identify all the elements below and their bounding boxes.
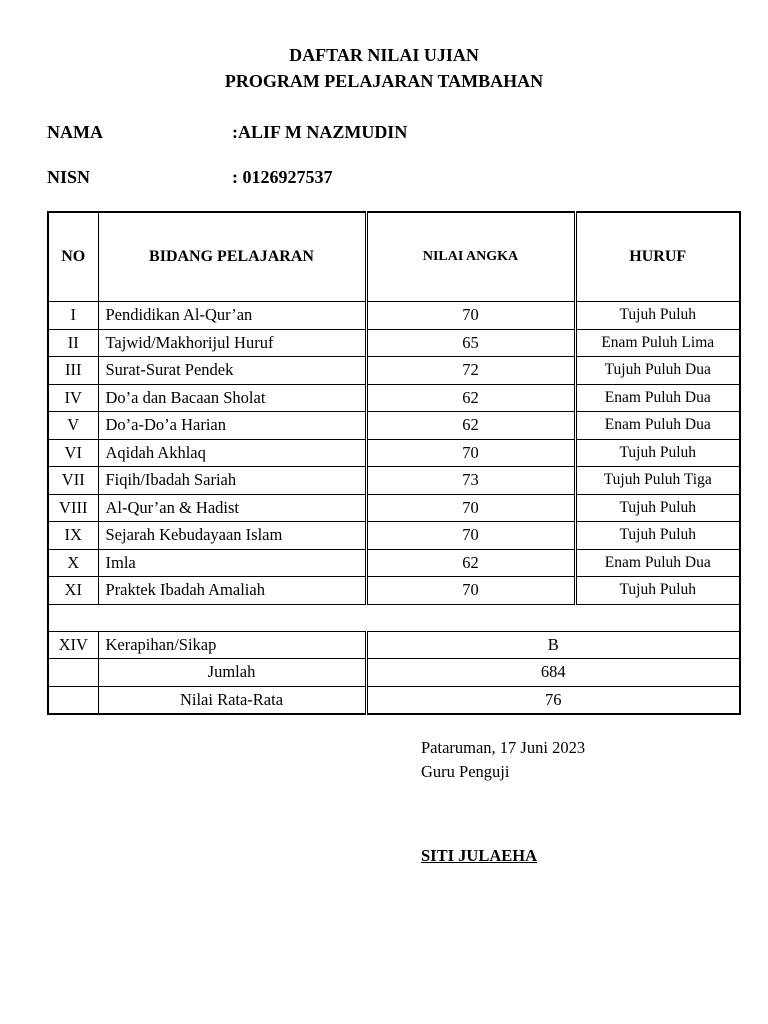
row-subject: Aqidah Akhlaq: [98, 439, 366, 467]
row-score: 72: [366, 357, 575, 385]
row-subject: Sejarah Kebudayaan Islam: [98, 522, 366, 550]
row-number: IX: [48, 522, 98, 550]
row-letter: Tujuh Puluh Dua: [575, 357, 740, 385]
row-score: 62: [366, 549, 575, 577]
table-row: [48, 522, 740, 550]
average-value: 76: [366, 686, 740, 714]
signature-place-date: Pataruman, 17 Juni 2023: [421, 738, 586, 757]
table-row: [48, 494, 740, 522]
row-score: 62: [366, 384, 575, 412]
row-number: X: [48, 549, 98, 577]
column-header-no: NO: [48, 212, 98, 302]
table-row: [48, 302, 740, 330]
row-letter: Tujuh Puluh: [575, 439, 740, 467]
row-number: VII: [48, 467, 98, 495]
row-letter: Tujuh Puluh Tiga: [575, 467, 740, 495]
row-score: 70: [366, 577, 575, 605]
row-score: 65: [366, 329, 575, 357]
row-letter: Enam Puluh Dua: [575, 384, 740, 412]
table-row: [48, 439, 740, 467]
row-subject: Do’a dan Bacaan Sholat: [98, 384, 366, 412]
nisn-value: : 0126927537: [232, 167, 333, 187]
total-value: 684: [366, 659, 740, 687]
total-label: Jumlah: [98, 659, 366, 687]
attitude-value: B: [366, 631, 740, 659]
row-score: 70: [366, 522, 575, 550]
row-number: XI: [48, 577, 98, 605]
attitude-row: [48, 631, 740, 659]
row-letter: Enam Puluh Dua: [575, 412, 740, 440]
row-number: I: [48, 302, 98, 330]
table-row: [48, 467, 740, 495]
row-subject: Tajwid/Makhorijul Huruf: [98, 329, 366, 357]
row-subject: Praktek Ibadah Amaliah: [98, 577, 366, 605]
signature-name: SITI JULAEHA: [421, 846, 537, 865]
signature-role: Guru Penguji: [421, 762, 510, 781]
attitude-number: XIV: [48, 631, 98, 659]
attitude-subject: Kerapihan/Sikap: [98, 631, 366, 659]
row-number: III: [48, 357, 98, 385]
row-letter: Tujuh Puluh: [575, 494, 740, 522]
row-subject: Pendidikan Al-Qur’an: [98, 302, 366, 330]
document-subtitle: PROGRAM PELAJARAN TAMBAHAN: [224, 71, 544, 91]
grades-table: [47, 211, 741, 715]
total-row: [48, 659, 740, 687]
row-number: VI: [48, 439, 98, 467]
row-score: 62: [366, 412, 575, 440]
row-score: 70: [366, 439, 575, 467]
average-label: Nilai Rata-Rata: [98, 686, 366, 714]
row-letter: Tujuh Puluh: [575, 522, 740, 550]
row-number: VIII: [48, 494, 98, 522]
row-subject: Al-Qur’an & Hadist: [98, 494, 366, 522]
name-label: NAMA: [47, 122, 103, 142]
column-header-letter: HURUF: [575, 212, 740, 302]
table-row: [48, 412, 740, 440]
blank-separator-row: [48, 604, 740, 631]
column-header-score: NILAI ANGKA: [366, 212, 575, 302]
total-empty-cell: [48, 659, 98, 687]
row-letter: Enam Puluh Dua: [575, 549, 740, 577]
table-row: [48, 384, 740, 412]
row-score: 73: [366, 467, 575, 495]
row-score: 70: [366, 494, 575, 522]
column-header-subject: BIDANG PELAJARAN: [98, 212, 366, 302]
table-row: [48, 329, 740, 357]
average-empty-cell: [48, 686, 98, 714]
row-subject: Do’a-Do’a Harian: [98, 412, 366, 440]
table-row: [48, 577, 740, 605]
row-letter: Tujuh Puluh: [575, 302, 740, 330]
row-subject: Imla: [98, 549, 366, 577]
row-number: IV: [48, 384, 98, 412]
row-letter: Tujuh Puluh: [575, 577, 740, 605]
row-subject: Fiqih/Ibadah Sariah: [98, 467, 366, 495]
row-subject: Surat-Surat Pendek: [98, 357, 366, 385]
name-value: :ALIF M NAZMUDIN: [232, 122, 408, 142]
blank-cell: [48, 604, 740, 631]
row-letter: Enam Puluh Lima: [575, 329, 740, 357]
row-score: 70: [366, 302, 575, 330]
row-number: II: [48, 329, 98, 357]
table-header-row: [48, 212, 740, 302]
nisn-label: NISN: [47, 167, 91, 187]
average-row: [48, 686, 740, 714]
row-number: V: [48, 412, 98, 440]
document-title: DAFTAR NILAI UJIAN: [289, 45, 479, 65]
table-row: [48, 549, 740, 577]
table-row: [48, 357, 740, 385]
